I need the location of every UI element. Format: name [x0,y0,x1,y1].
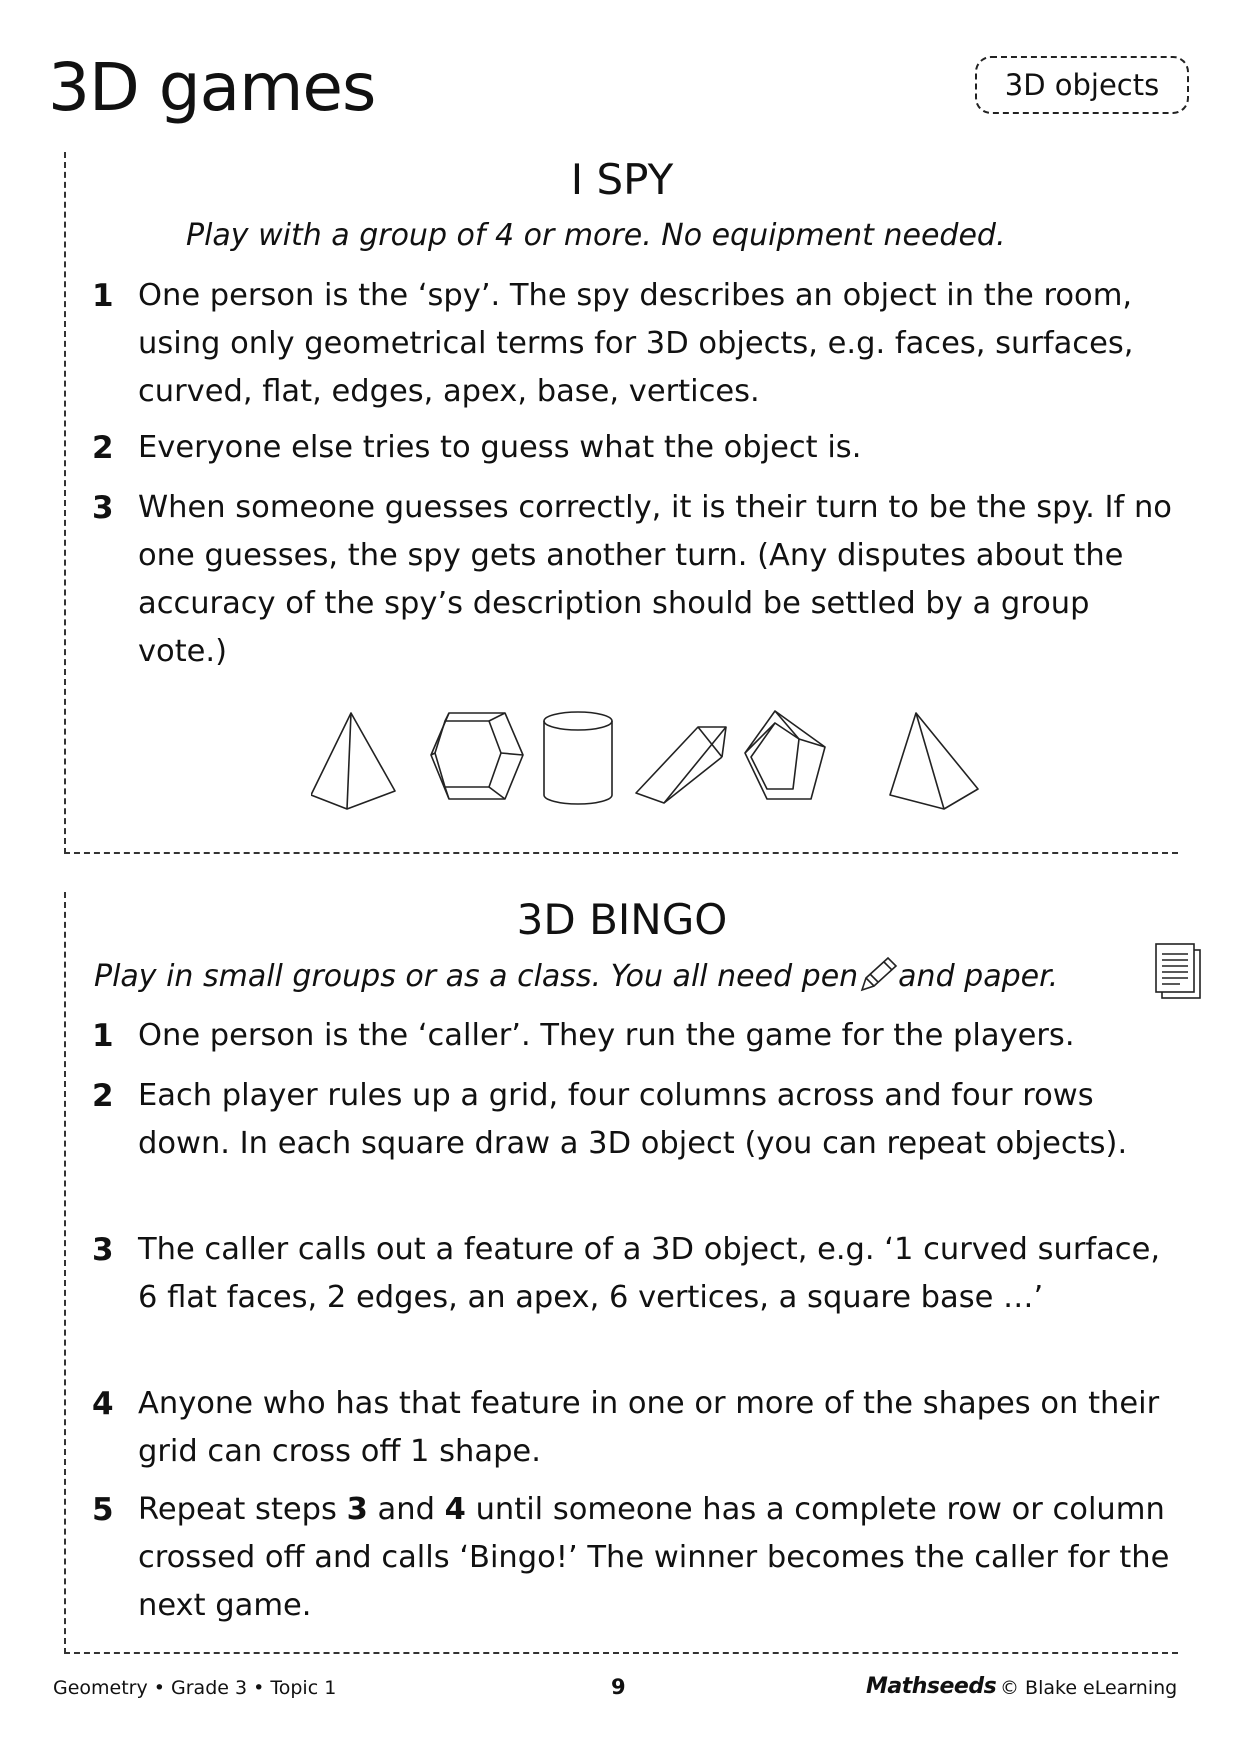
step-text: Each player rules up a grid, four columns across and four rows down. In each square draw a 3D object (you can repeat objects). [138,1078,1128,1161]
copyright: © Blake eLearning [1000,1677,1178,1699]
step-number: 1 [92,278,114,314]
triangular-prism-icon [886,707,986,817]
step-text: When someone guesses correctly, it is their turn to be the spy. If no one guesses, the spy gets another turn. (Any disputes about the accuracy of the spy’s description should be settled by a group vote.) [138,490,1172,669]
step-text [138,1486,1183,1630]
step-number: 4 [92,1386,114,1422]
bingo-section [64,892,1178,1654]
step-number: 3 [92,490,114,526]
step-text: One person is the ‘spy’. The spy describes an object in the room, using only geometrical terms for 3D objects, e.g. faces, surfaces, curved, flat, edges, apex, base, vertices. [138,278,1134,409]
shapes-illustration [311,707,851,817]
step-number: 1 [92,1018,114,1054]
topic-tag: 3D objects [975,56,1189,114]
step-text-part: until someone has a complete row or column crossed off and calls ‘Bingo!’ The winner becomes the caller for the next game. [138,1492,1170,1623]
step-number: 2 [92,1078,114,1114]
ispy-section [64,152,1178,854]
pencil-icon [858,956,898,992]
step-number: 3 [92,1232,114,1268]
step-text: The caller calls out a feature of a 3D object, e.g. ‘1 curved surface, 6 flat faces, 2 edges, an apex, 6 vertices, a square base …’ [138,1232,1161,1315]
ispy-intro: Play with a group of 4 or more. No equipment needed. [186,218,1006,253]
hexagonal-prism-icon [431,713,523,799]
ispy-heading: I SPY [570,155,674,204]
page-number: 9 [611,1675,626,1699]
square-pyramid-icon [311,713,395,809]
cylinder-icon [544,712,612,804]
paper-icon [1152,942,1204,1002]
page-title: 3D games [48,49,376,126]
bingo-intro [94,956,1058,997]
step-text-part: Repeat steps [138,1492,347,1527]
step-text: Anyone who has that feature in one or more of the shapes on their grid can cross off 1 shape. [138,1386,1160,1469]
step-text: Everyone else tries to guess what the object is. [138,430,862,465]
bingo-intro-text: Play in small groups or as a class. You all need pen [94,959,859,994]
step-text: One person is the ‘caller’. They run the game for the players. [138,1018,1075,1053]
bingo-intro-text-2: and paper. [898,959,1059,994]
pentagonal-prism-icon [745,711,825,799]
footer-course: Geometry • Grade 3 • Topic 1 [53,1677,337,1699]
step-ref: 3 [346,1492,368,1527]
step-number: 5 [92,1492,114,1528]
step-ref: 4 [444,1492,466,1527]
step-text-part: and [367,1492,445,1527]
triangular-prism-icon [636,727,726,803]
brand-logo: Mathseeds [866,1674,997,1699]
bingo-heading: 3D BINGO [516,895,728,944]
step-number: 2 [92,430,114,466]
